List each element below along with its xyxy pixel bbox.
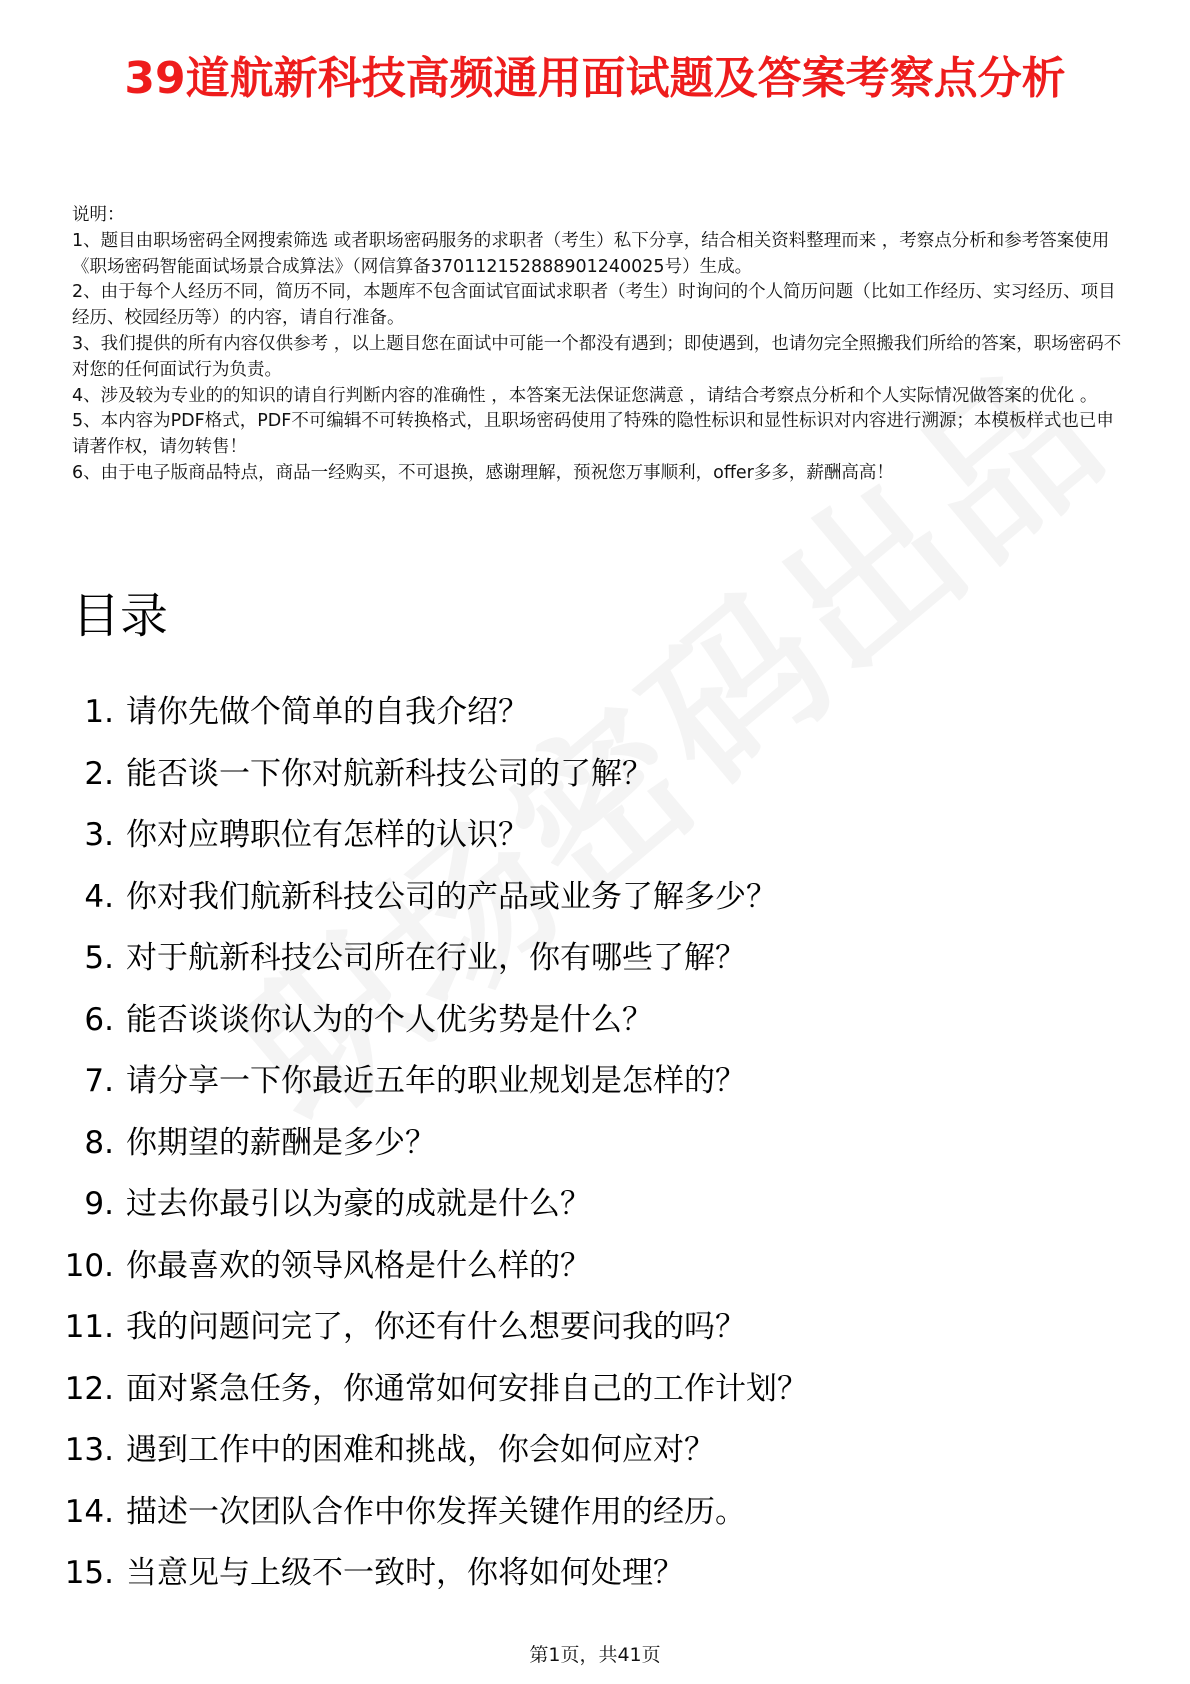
toc-item-text: 能否谈一下你对航新科技公司的了解？ [126, 755, 653, 792]
toc-item[interactable] [0, 998, 1190, 1060]
toc-item[interactable] [0, 1059, 1190, 1121]
toc-item[interactable] [0, 1182, 1190, 1244]
toc-item-number: 13. [64, 1432, 114, 1468]
toc-item[interactable] [0, 690, 1190, 752]
toc-item-number: 4. [84, 878, 114, 915]
toc-item-number: 10. [64, 1247, 114, 1284]
toc-item-text: 能否谈谈你认为的个人优劣势是什么？ [126, 1001, 653, 1038]
toc-item-text: 对于航新科技公司所在行业，你有哪些了解？ [126, 940, 746, 976]
toc-item-number: 2. [84, 755, 114, 792]
toc-item-text: 你期望的薪酬是多少？ [126, 1124, 436, 1161]
toc-item-number: 15. [64, 1555, 114, 1591]
toc-item[interactable] [0, 813, 1190, 875]
toc-item-text: 我的问题问完了，你还有什么想要问我的吗？ [126, 1309, 746, 1345]
toc-item[interactable] [0, 1244, 1190, 1306]
note-item: 4、涉及较为专业的的知识的请自行判断内容的准确性 ，本答案无法保证您满意 ，请结合考察点分析和个人实际情况做答案的优化 。 [72, 385, 1098, 406]
toc-item-text: 请分享一下你最近五年的职业规划是怎样的？ [126, 1063, 746, 1099]
toc-item-number: 3. [84, 817, 114, 853]
toc-item[interactable] [0, 1428, 1190, 1490]
toc-item[interactable] [0, 1551, 1190, 1613]
toc-item-number: 8. [84, 1124, 114, 1161]
toc-item-text: 描述一次团队合作中你发挥关键作用的经历。 [126, 1493, 746, 1530]
toc-item-text: 你最喜欢的领导风格是什么样的？ [126, 1247, 591, 1284]
page-footer: 第1页，共41页 [529, 1644, 661, 1666]
note-item: 6、由于电子版商品特点，商品一经购买，不可退换，感谢理解，预祝您万事顺利，offer多多，薪酬高高！ [72, 462, 894, 483]
toc-item[interactable] [0, 1367, 1190, 1429]
toc-item-number: 12. [64, 1370, 114, 1407]
toc-item-number: 11. [64, 1309, 114, 1345]
toc-item-text: 面对紧急任务，你通常如何安排自己的工作计划？ [126, 1370, 808, 1407]
toc-item[interactable] [0, 1121, 1190, 1183]
notes-heading: 说明： [72, 205, 125, 225]
note-item: 5、本内容为PDF格式，PDF不可编辑不可转换格式，且职场密码使用了特殊的隐性标识和显性标识对内容进行溯源；本模板样式也已申请著作权，请勿转售！ [72, 411, 1114, 458]
toc-item-text: 你对我们航新科技公司的产品或业务了解多少？ [126, 878, 777, 915]
toc-item-number: 7. [84, 1063, 114, 1099]
toc-item-text: 过去你最引以为豪的成就是什么？ [126, 1186, 591, 1222]
toc-item[interactable] [0, 936, 1190, 998]
toc-item[interactable] [0, 875, 1190, 937]
toc-item[interactable] [0, 1305, 1190, 1367]
toc-item-number: 14. [64, 1493, 114, 1530]
toc-item-text: 请你先做个简单的自我介绍？ [126, 694, 529, 730]
toc-heading: 目录 [72, 588, 169, 644]
note-item: 1、题目由职场密码全网搜索筛选 或者职场密码服务的求职者（考生）私下分享，结合相关资料整理而来 ，考察点分析和参考答案使用《职场密码智能面试场景合成算法》（网信算备370112152888901240025号）生成。 [72, 230, 1110, 277]
toc-item-text: 当意见与上级不一致时，你将如何处理？ [126, 1555, 684, 1591]
toc-item[interactable] [0, 1490, 1190, 1552]
document-title: 39道航新科技高频通用面试题及答案考察点分析 [124, 53, 1066, 104]
note-item: 2、由于每个人经历不同，简历不同，本题库不包含面试官面试求职者（考生）时询问的个人简历问题（比如工作经历、实习经历、项目经历、校园经历等）的内容，请自行准备。 [72, 282, 1116, 329]
toc-item-text: 遇到工作中的困难和挑战，你会如何应对？ [126, 1432, 715, 1468]
toc-item[interactable] [0, 752, 1190, 814]
notes-section [72, 203, 1127, 487]
toc-list [0, 690, 1190, 1613]
toc-item-text: 你对应聘职位有怎样的认识？ [126, 817, 529, 853]
toc-item-number: 9. [84, 1186, 114, 1222]
toc-item-number: 5. [84, 940, 114, 976]
toc-item-number: 1. [84, 694, 114, 730]
note-item: 3、我们提供的所有内容仅供参考 ，以上题目您在面试中可能一个都没有遇到；即使遇到，也请勿完全照搬我们所给的答案，职场密码不对您的任何面试行为负责。 [72, 333, 1122, 380]
toc-item-number: 6. [84, 1001, 114, 1038]
